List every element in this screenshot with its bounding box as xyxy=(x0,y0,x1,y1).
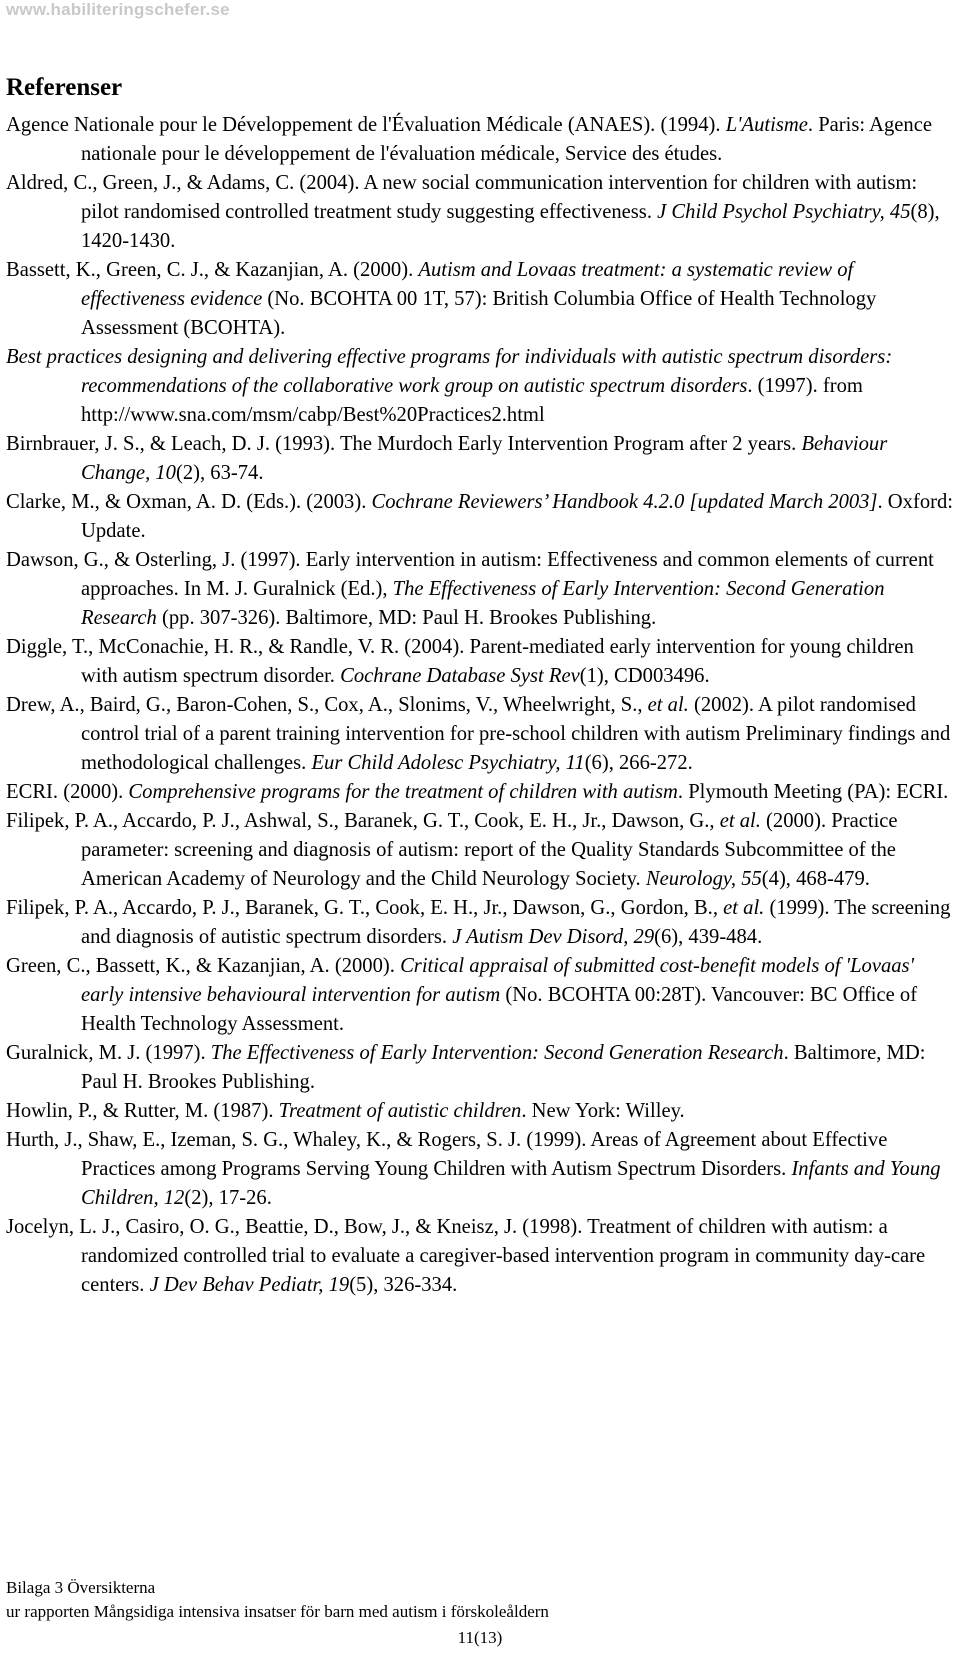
reference-text-segment: . Plymouth Meeting (PA): ECRI. xyxy=(677,781,949,803)
reference-entry xyxy=(6,778,954,807)
reference-text-segment: Dawson, G., & Osterling, J. (1997). Early intervention in autism: Effectiveness and common elements of current approaches. In M. J. Guralnick (Ed.), xyxy=(6,549,934,600)
reference-entry xyxy=(6,894,954,952)
reference-italic-segment: The Effectiveness of Early Intervention: Second Generation Research xyxy=(81,578,885,629)
reference-text-segment: (2002). A pilot randomised control trial of a parent training intervention for pre-school children with autism Preliminary findings and methodological challenges. xyxy=(81,694,951,774)
page-heading: Referenser xyxy=(6,74,123,101)
reference-text-segment: (6), 266-272. xyxy=(584,752,693,774)
reference-italic-segment: Cochrane Reviewers’ Handbook 4.2.0 [updated March 2003] xyxy=(371,491,878,513)
reference-italic-segment: Autism and Lovaas treatment: a systematic review of effectiveness evidence xyxy=(81,259,854,310)
reference-text-segment: (6), 439-484. xyxy=(654,926,763,948)
reference-italic-segment: Comprehensive programs for the treatment of children with autism xyxy=(128,781,678,803)
reference-text-segment: Filipek, P. A., Accardo, P. J., Baranek, G. T., Cook, E. H., Jr., Dawson, G., Gordon, B. xyxy=(6,897,713,919)
reference-text-segment: Guralnick, M. J. (1997). xyxy=(6,1042,211,1064)
reference-entry xyxy=(6,807,954,894)
reference-text-segment: Bassett, K., Green, C. J., & Kazanjian, A. (2000). xyxy=(6,259,419,281)
reference-text-segment: (4), 468-479. xyxy=(761,868,870,890)
reference-entry xyxy=(6,1039,954,1097)
reference-text-segment: . Oxford: Update. xyxy=(81,491,953,542)
reference-entry xyxy=(6,430,954,488)
footer-line-appendix: Bilaga 3 Översikterna xyxy=(6,1578,156,1597)
reference-italic-segment: Critical appraisal of submitted cost-benefit models of 'Lovaas' early intensive behavioural intervention for autism xyxy=(81,955,914,1006)
reference-text-segment: (5), 326-334. xyxy=(349,1274,458,1296)
reference-text-segment: (1), CD003496. xyxy=(579,665,710,687)
reference-list xyxy=(6,111,954,1300)
reference-italic-segment: J Child Psychol Psychiatry, 45 xyxy=(657,201,911,223)
reference-italic-segment: J Autism Dev Disord, 29 xyxy=(452,926,655,948)
reference-text-segment: . (1997). from http://www.sna.com/msm/cabp/Best%20Practices2.html xyxy=(81,375,863,426)
reference-text-segment: Howlin, P., & Rutter, M. (1987). xyxy=(6,1100,279,1122)
reference-italic-segment: , et al. xyxy=(709,810,761,832)
reference-text-segment: . New York: Willey. xyxy=(521,1100,685,1122)
reference-entry xyxy=(6,488,954,546)
reference-text-segment: . Baltimore, MD: Paul H. Brookes Publishing. xyxy=(81,1042,926,1093)
reference-entry xyxy=(6,1213,954,1300)
reference-entry xyxy=(6,1126,954,1213)
reference-italic-segment: Infants and Young Children, 12 xyxy=(81,1158,941,1209)
reference-entry xyxy=(6,111,954,169)
reference-italic-segment: et al. xyxy=(647,694,689,716)
reference-italic-segment: , et al. xyxy=(712,897,765,919)
reference-italic-segment: Treatment of autistic children xyxy=(278,1100,522,1122)
reference-text-segment: ECRI. (2000). xyxy=(6,781,129,803)
reference-text-segment: (pp. 307-326). Baltimore, MD: Paul H. Brookes Publishing. xyxy=(156,607,657,629)
reference-italic-segment: Behaviour Change, 10 xyxy=(81,433,888,484)
reference-entry xyxy=(6,343,954,430)
reference-entry xyxy=(6,691,954,778)
reference-text-segment: Drew, A., Baird, G., Baron-Cohen, S., Cox, A., Slonims, V., Wheelwright, S., xyxy=(6,694,648,716)
reference-italic-segment: The Effectiveness of Early Intervention: Second Generation Research xyxy=(210,1042,784,1064)
reference-text-segment: (No. BCOHTA 00:28T). Vancouver: BC Office of Health Technology Assessment. xyxy=(81,984,918,1035)
reference-italic-segment: L'Autisme xyxy=(725,114,808,136)
reference-entry xyxy=(6,633,954,691)
reference-entry xyxy=(6,546,954,633)
reference-text-segment: (2000). Practice parameter: screening and diagnosis of autism: report of the Quality Standards Subcommittee of the American Academy of Neurology and the Child Neurology Society. xyxy=(81,810,898,890)
reference-text-segment: . Paris: Agence nationale pour le développement de l'évaluation médicale, Service des études. xyxy=(81,114,933,165)
reference-text-segment: Filipek, P. A., Accardo, P. J., Ashwal, S., Baranek, G. T., Cook, E. H., Jr., Dawson, G. xyxy=(6,810,710,832)
reference-text-segment: (2), 17-26. xyxy=(184,1187,272,1209)
reference-text-segment: Hurth, J., Shaw, E., Izeman, S. G., Whaley, K., & Rogers, S. J. (1999). Areas of Agreement about Effective Practices among Programs Serving Young Children with Autism Spectrum Disorders. xyxy=(6,1129,888,1180)
reference-italic-segment: Eur Child Adolesc Psychiatry, 11 xyxy=(311,752,585,774)
watermark-url: www.habiliteringschefer.se xyxy=(6,0,230,19)
reference-text-segment: (No. BCOHTA 00 1T, 57): British Columbia Office of Health Technology Assessment (BCOHTA). xyxy=(81,288,877,339)
reference-text-segment: (8), 1420-1430. xyxy=(81,201,940,252)
reference-text-segment: Birnbrauer, J. S., & Leach, D. J. (1993). The Murdoch Early Intervention Program after 2 years. xyxy=(6,433,802,455)
footer-line-report: ur rapporten Mångsidiga intensiva insatser för barn med autism i förskoleåldern xyxy=(6,1602,549,1621)
reference-text-segment: (2), 63-74. xyxy=(175,462,264,484)
page-footer xyxy=(6,1576,549,1624)
reference-text-segment: Jocelyn, L. J., Casiro, O. G., Beattie, D., Bow, J., & Kneisz, J. (1998). Treatment of children with autism: a randomized controlled trial to evaluate a caregiver-based intervention program in community day-care centers. xyxy=(6,1216,926,1296)
reference-entry xyxy=(6,1097,954,1126)
reference-entry xyxy=(6,256,954,343)
page-number: 11(13) xyxy=(457,1628,503,1647)
reference-italic-segment: J Dev Behav Pediatr, 19 xyxy=(149,1274,350,1296)
reference-text-segment: (1999). The screening and diagnosis of autistic spectrum disorders. xyxy=(81,897,951,948)
reference-entry xyxy=(6,952,954,1039)
reference-text-segment: Clarke, M., & Oxman, A. D. (Eds.). (2003). xyxy=(6,491,372,513)
reference-text-segment: Green, C., Bassett, K., & Kazanjian, A. (2000). xyxy=(6,955,401,977)
reference-italic-segment: Neurology, 55 xyxy=(645,868,762,890)
reference-italic-segment: Best practices designing and delivering effective programs for individuals with autistic spectrum disorders: recommendations of the collaborative work group on autistic spectrum disorders xyxy=(6,346,893,397)
reference-text-segment: Aldred, C., Green, J., & Adams, C. (2004). A new social communication intervention for children with autism: pilot randomised controlled treatment study suggesting effectiveness. xyxy=(6,172,918,223)
reference-italic-segment: Cochrane Database Syst Rev xyxy=(340,665,580,687)
reference-text-segment: Agence Nationale pour le Développement de l'Évaluation Médicale (ANAES). (1994). xyxy=(6,114,726,136)
reference-entry xyxy=(6,169,954,256)
reference-text-segment: Diggle, T., McConachie, H. R., & Randle, V. R. (2004). Parent-mediated early intervention for young children with autism spectrum disorder. xyxy=(6,636,914,687)
